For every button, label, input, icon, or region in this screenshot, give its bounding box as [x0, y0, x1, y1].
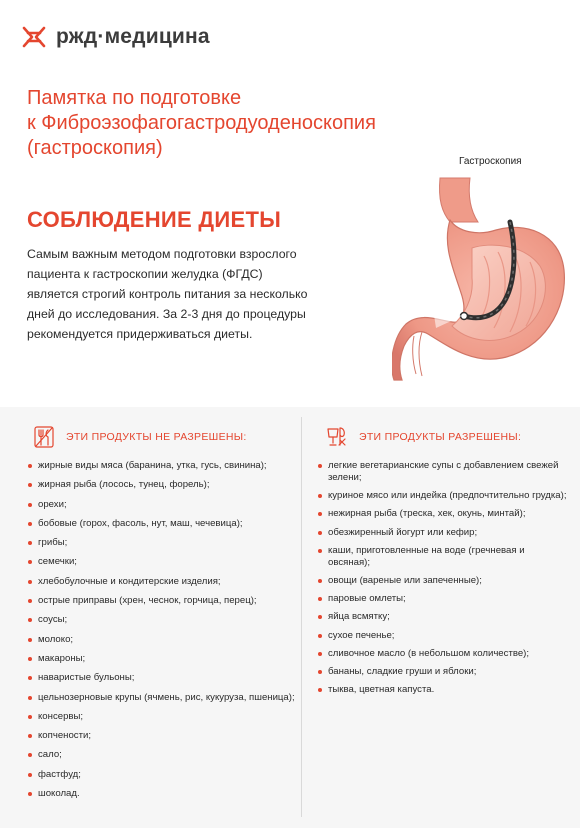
list-item: цельнозерновые крупы (ячмень, рис, кукуруза, пшеница); — [28, 692, 298, 704]
list-item: жирные виды мяса (баранина, утка, гусь, свинина); — [28, 460, 298, 472]
brand-name: ржд·медицина — [56, 25, 210, 48]
list-item: яйца всмятку; — [318, 611, 568, 623]
list-item: соусы; — [28, 614, 298, 626]
list-item: сало; — [28, 749, 298, 761]
brand-logo — [22, 24, 210, 50]
list-item: паровые омлеты; — [318, 593, 568, 605]
list-item: бананы, сладкие груши и яблоки; — [318, 666, 568, 678]
list-item: легкие вегетарианские супы с добавлением свежей зелени; — [318, 460, 568, 484]
list-item: хлебобулочные и кондитерские изделия; — [28, 576, 298, 588]
document-title — [27, 86, 497, 161]
not-allowed-heading-label: ЭТИ ПРОДУКТЫ НЕ РАЗРЕШЕНЫ: — [66, 431, 247, 443]
list-item: макароны; — [28, 653, 298, 665]
list-item: семечки; — [28, 556, 298, 568]
rzd-logo-mark-icon — [22, 24, 46, 50]
intro-paragraph — [27, 244, 367, 344]
list-item: грибы; — [28, 537, 298, 549]
list-item: сливочное масло (в небольшом количестве); — [318, 648, 568, 660]
allowed-heading — [325, 425, 521, 449]
list-item: тыква, цветная капуста. — [318, 684, 568, 696]
list-item: фастфуд; — [28, 769, 298, 781]
list-item: острые приправы (хрен, чеснок, горчица, перец); — [28, 595, 298, 607]
title-line: к Фиброэзофагогастродуоденоскопия — [27, 112, 376, 134]
forbidden-food-icon — [32, 425, 56, 449]
illustration-caption: Гастроскопия — [459, 156, 522, 167]
allowed-heading-label: ЭТИ ПРОДУКТЫ РАЗРЕШЕНЫ: — [359, 431, 522, 443]
intro-line: дней до исследования. За 2-3 дня до процедуры — [27, 307, 306, 321]
list-item: консервы; — [28, 711, 298, 723]
allowed-list — [318, 460, 568, 702]
list-item: овощи (вареные или запеченные); — [318, 575, 568, 587]
list-item: сухое печенье; — [318, 630, 568, 642]
column-divider — [301, 417, 302, 817]
list-item: обезжиренный йогурт или кефир; — [318, 527, 568, 539]
not-allowed-heading — [32, 425, 247, 449]
stomach-endoscope-illustration — [392, 170, 572, 385]
allowed-food-icon — [325, 425, 349, 449]
intro-line: является строгий контроль питания за несколько — [27, 287, 308, 301]
list-item: наваристые бульоны; — [28, 672, 298, 684]
title-line: Памятка по подготовке — [27, 87, 242, 109]
not-allowed-list — [28, 460, 298, 807]
list-item: жирная рыба (лосось, тунец, форель); — [28, 479, 298, 491]
list-item: нежирная рыба (треска, хек, окунь, минтай); — [318, 508, 568, 520]
intro-line: пациента к гастроскопии желудка (ФГДС) — [27, 267, 263, 281]
list-item: молоко; — [28, 634, 298, 646]
list-item: бобовые (горох, фасоль, нут, маш, чечевица); — [28, 518, 298, 530]
intro-line: рекомендуется придерживаться диеты. — [27, 327, 253, 341]
list-item: каши, приготовленные на воде (гречневая и овсяная); — [318, 545, 568, 569]
list-item: куриное мясо или индейка (предпочтительно грудка); — [318, 490, 568, 502]
title-line: (гастроскопия) — [27, 137, 163, 159]
section-heading: СОБЛЮДЕНИЕ ДИЕТЫ — [27, 207, 282, 232]
intro-line: Самым важным методом подготовки взрослого — [27, 247, 297, 261]
list-item: шоколад. — [28, 788, 298, 800]
list-item: орехи; — [28, 499, 298, 511]
list-item: копчености; — [28, 730, 298, 742]
